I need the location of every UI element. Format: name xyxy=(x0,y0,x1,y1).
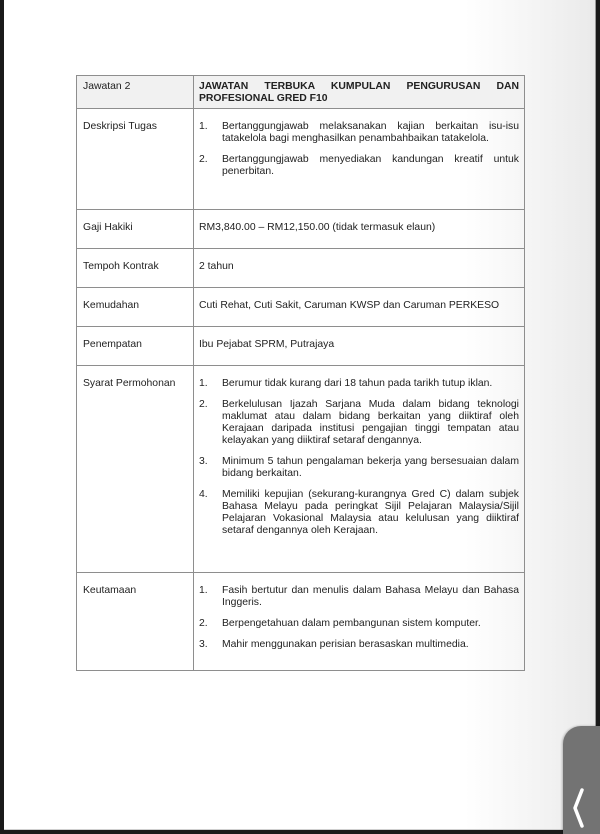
contract-period-value: 2 tahun xyxy=(194,249,525,288)
row-label: Gaji Hakiki xyxy=(77,210,194,249)
row-label: Jawatan 2 xyxy=(77,76,194,109)
preferences-list-cell xyxy=(194,573,525,671)
placement-value: Ibu Pejabat SPRM, Putrajaya xyxy=(194,327,525,366)
requirements-list xyxy=(199,378,519,537)
duties-list-cell xyxy=(194,109,525,210)
row-label: Kemudahan xyxy=(77,288,194,327)
table-row-deskripsi-tugas xyxy=(77,109,525,210)
list-item xyxy=(199,489,519,537)
salary-value: RM3,840.00 – RM12,150.00 (tidak termasuk elaun) xyxy=(194,210,525,249)
preferences-list xyxy=(199,585,519,651)
list-item xyxy=(199,639,519,651)
row-label: Deskripsi Tugas xyxy=(77,109,194,210)
row-label: Tempoh Kontrak xyxy=(77,249,194,288)
back-navigation-button[interactable] xyxy=(563,726,600,834)
list-number: 1. xyxy=(199,121,208,132)
list-number: 2. xyxy=(199,618,208,629)
list-text: Berkelulusan Ijazah Sarjana Muda dalam bidang teknologi maklumat atau dalam bidang berkaitan yang diiktiraf oleh Kerajaan daripada institusi pengajian tinggi tempatan atau kelayakan yang diiktiraf setaraf dengannya. xyxy=(222,399,519,446)
list-item xyxy=(199,456,519,480)
list-number: 2. xyxy=(199,399,208,410)
document-page xyxy=(4,0,596,830)
list-item xyxy=(199,121,519,145)
table-row-syarat-permohonan xyxy=(77,366,525,573)
list-text: Berpengetahuan dalam pembangunan sistem komputer. xyxy=(222,618,481,629)
chevron-left-icon xyxy=(571,786,585,830)
row-label: Keutamaan xyxy=(77,573,194,671)
list-text: Fasih bertutur dan menulis dalam Bahasa Melayu dan Bahasa Inggeris. xyxy=(222,585,519,608)
row-label: Syarat Permohonan xyxy=(77,366,194,573)
table-row-jawatan xyxy=(77,76,525,109)
list-number: 3. xyxy=(199,456,208,467)
row-label: Penempatan xyxy=(77,327,194,366)
list-text: Memiliki kepujian (sekurang-kurangnya Gred C) dalam subjek Bahasa Melayu pada peringkat Sijil Pelajaran Malaysia/Sijil Pelajaran Vokasional Malaysia atau kelulusan yang diiktiraf setaraf dengannya oleh Kerajaan. xyxy=(222,489,519,536)
list-number: 1. xyxy=(199,585,208,596)
list-text: Bertanggungjawab menyediakan kandungan kreatif untuk penerbitan. xyxy=(222,154,519,177)
table-row-gaji-hakiki xyxy=(77,210,525,249)
job-title: JAWATAN TERBUKA KUMPULAN PENGURUSAN DAN PROFESIONAL GRED F10 xyxy=(194,76,525,109)
list-text: Bertanggungjawab melaksanakan kajian berkaitan isu-isu tatakelola bagi menghasilkan penambahbaikan tatakelola. xyxy=(222,121,519,144)
list-number: 4. xyxy=(199,489,208,500)
requirements-list-cell xyxy=(194,366,525,573)
list-item xyxy=(199,585,519,609)
table-row-keutamaan xyxy=(77,573,525,671)
job-details-table xyxy=(76,75,525,671)
list-number: 3. xyxy=(199,639,208,650)
table-row-tempoh-kontrak xyxy=(77,249,525,288)
benefits-value: Cuti Rehat, Cuti Sakit, Caruman KWSP dan Caruman PERKESO xyxy=(194,288,525,327)
list-text: Minimum 5 tahun pengalaman bekerja yang bersesuaian dalam bidang berkaitan. xyxy=(222,456,519,479)
duties-list xyxy=(199,121,519,178)
list-item xyxy=(199,618,519,630)
list-item xyxy=(199,154,519,178)
list-item xyxy=(199,399,519,447)
list-text: Berumur tidak kurang dari 18 tahun pada tarikh tutup iklan. xyxy=(222,378,493,389)
list-number: 1. xyxy=(199,378,208,389)
list-item xyxy=(199,378,519,390)
table-row-kemudahan xyxy=(77,288,525,327)
list-text: Mahir menggunakan perisian berasaskan multimedia. xyxy=(222,639,469,650)
table-row-penempatan xyxy=(77,327,525,366)
list-number: 2. xyxy=(199,154,208,165)
